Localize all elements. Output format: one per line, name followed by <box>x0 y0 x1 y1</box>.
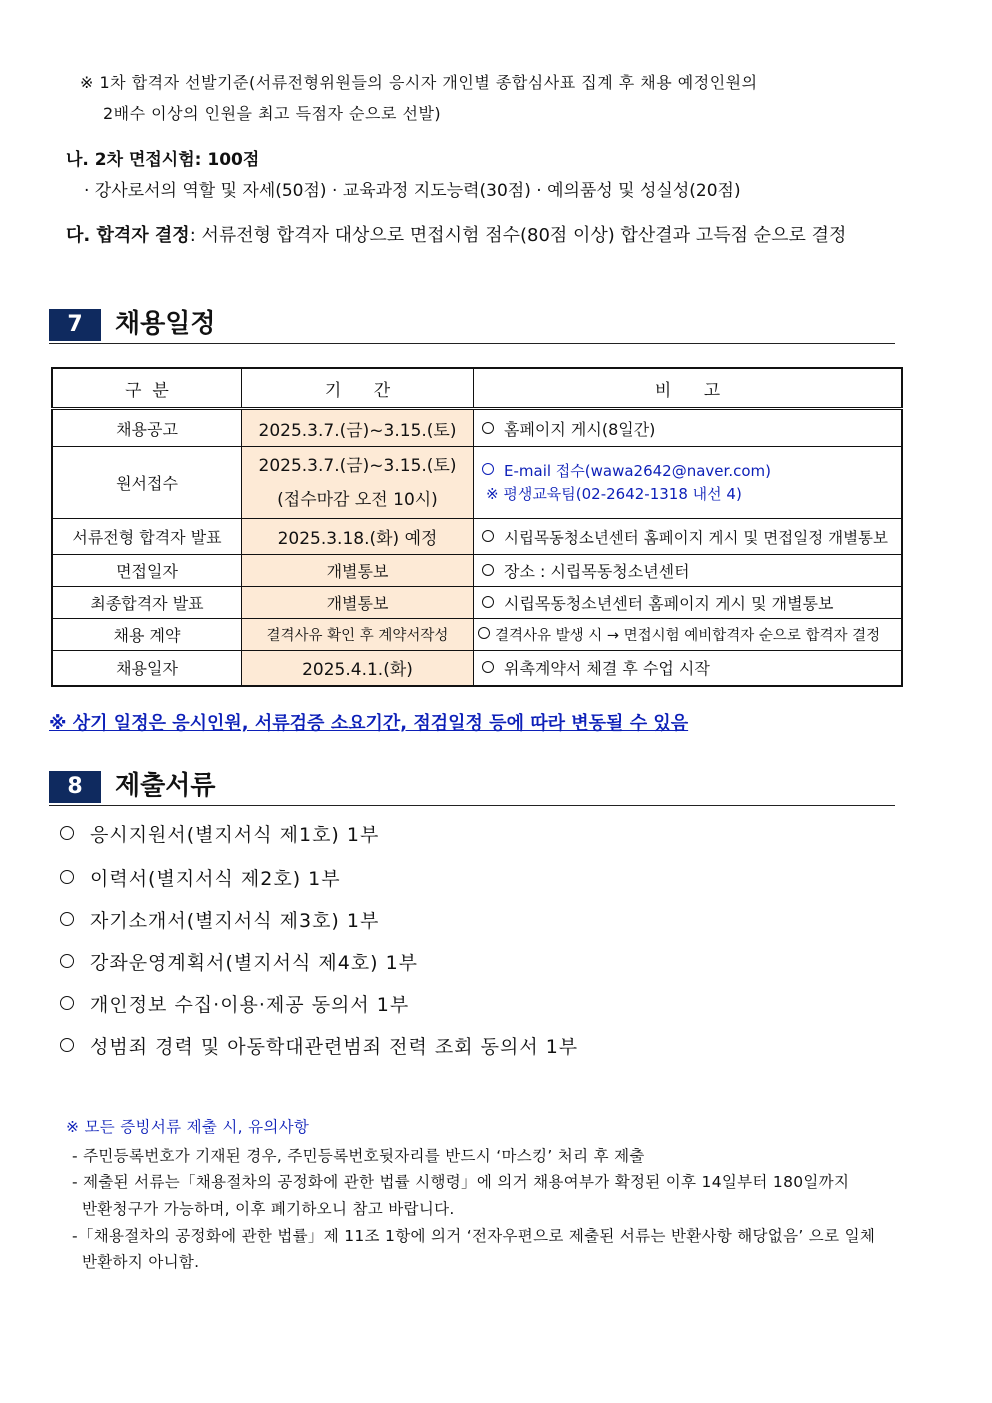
circle-bullet-icon <box>482 422 494 434</box>
row-period: 2025.3.18.(화) 예정 <box>242 519 474 555</box>
circle-bullet-icon <box>60 870 74 884</box>
caution-title: ※ 모든 증빙서류 제출 시, 유의사항 <box>66 1118 310 1136</box>
caution-line-2b: 반환청구가 가능하며, 이후 폐기하오니 참고 바랍니다. <box>82 1200 455 1218</box>
row-note <box>474 587 903 619</box>
row-note-contact: ※ 평생교육팀(02-2642-1318 내선 4) <box>486 484 742 503</box>
circle-bullet-icon <box>60 996 74 1010</box>
document-item-text: 이력서(별지서식 제2호) 1부 <box>90 868 341 890</box>
section-8-header <box>49 771 895 806</box>
row-note-text: 홈페이지 게시(8일간) <box>504 419 656 439</box>
header-remarks: 비 고 <box>474 368 903 409</box>
final-decision-label: 다. 합격자 결정 <box>66 225 190 246</box>
row-period-line2: (접수마감 오전 10시) <box>277 489 438 510</box>
row-note-text: 시립목동청소년센터 홈페이지 게시 및 면접일정 개별통보 <box>504 528 888 547</box>
list-item <box>60 990 409 1017</box>
table-row <box>52 619 902 651</box>
document-item-text: 성범죄 경력 및 아동학대관련범죄 전력 조회 동의서 1부 <box>90 1036 579 1058</box>
circle-bullet-icon <box>60 826 74 840</box>
row-note <box>474 519 903 555</box>
row-label: 채용일자 <box>52 651 242 686</box>
table-row <box>52 519 902 555</box>
list-item <box>60 1032 578 1059</box>
row-label: 최종합격자 발표 <box>52 587 242 619</box>
schedule-table <box>51 367 903 687</box>
table-row <box>52 409 902 447</box>
row-label: 서류전형 합격자 발표 <box>52 519 242 555</box>
document-item-text: 개인정보 수집·이용·제공 동의서 1부 <box>90 994 410 1016</box>
document-item-text: 강좌운영계획서(별지서식 제4호) 1부 <box>90 952 419 974</box>
table-row <box>52 555 902 587</box>
circle-bullet-icon <box>482 596 494 608</box>
caution-line-1: - 주민등록번호가 기재된 경우, 주민등록번호뒷자리를 반드시 ‘마스킹’ 처리 후 제출 <box>72 1147 645 1165</box>
circle-bullet-icon <box>478 627 490 639</box>
caution-line-3b: 반환하지 아니함. <box>82 1253 200 1271</box>
row-note-text: 결격사유 발생 시 → 면접시험 예비합격자 순으로 합격자 결정 <box>495 628 881 644</box>
row-note-email: E-mail 접수(wawa2642@naver.com) <box>504 461 771 480</box>
section-7-title: 채용일정 <box>115 309 216 339</box>
row-note-text: 시립목동청소년센터 홈페이지 게시 및 개별통보 <box>504 594 834 613</box>
section-7-number: 7 <box>49 309 101 341</box>
interview-exam-title: 나. 2차 면접시험: 100점 <box>66 150 260 170</box>
header-category: 구 분 <box>52 368 242 409</box>
list-item <box>60 906 379 933</box>
row-period: 2025.4.1.(화) <box>242 651 474 686</box>
row-period-line1: 2025.3.7.(금)~3.15.(토) <box>258 455 457 476</box>
interview-exam-detail: · 강사로서의 역할 및 자세(50점) · 교육과정 지도능력(30점) · 예의품성 및 성실성(20점) <box>84 181 741 201</box>
document-item-text: 응시지원서(별지서식 제1호) 1부 <box>90 824 380 846</box>
row-label: 원서접수 <box>52 447 242 519</box>
row-note <box>474 619 903 651</box>
section-7-header <box>49 309 895 344</box>
row-period: 개별통보 <box>242 555 474 587</box>
list-item <box>60 948 418 975</box>
row-note-text: 위촉계약서 체결 후 수업 시작 <box>504 659 710 679</box>
schedule-change-notice: ※ 상기 일정은 응시인원, 서류검증 소요기간, 점검일정 등에 따라 변동될 수 있음 <box>49 713 689 734</box>
final-decision-line <box>66 221 846 247</box>
table-row <box>52 447 902 519</box>
row-note <box>474 555 903 587</box>
document-item-text: 자기소개서(별지서식 제3호) 1부 <box>90 910 380 932</box>
table-row <box>52 651 902 686</box>
circle-bullet-icon <box>482 530 494 542</box>
row-period: 결격사유 확인 후 계약서작성 <box>242 619 474 651</box>
selection-criteria-note-line1: ※ 1차 합격자 선발기준(서류전형위원들의 응시자 개인별 종합심사표 집계 후 채용 예정인원의 <box>80 73 758 92</box>
final-decision-text: : 서류전형 합격자 대상으로 면접시험 점수(80점 이상) 합산결과 고득점 순으로 결정 <box>189 225 847 246</box>
section-8-number: 8 <box>49 771 101 803</box>
circle-bullet-icon <box>482 463 494 475</box>
row-label: 채용 계약 <box>52 619 242 651</box>
row-period <box>242 447 474 519</box>
row-note <box>474 651 903 686</box>
caution-line-3a: -「채용절차의 공정화에 관한 법률」제 11조 1항에 의거 ‘전자우편으로 제출된 서류는 반환사항 해당없음’ 으로 일체 <box>72 1227 876 1245</box>
circle-bullet-icon <box>482 564 494 576</box>
list-item <box>60 820 379 847</box>
header-period: 기 간 <box>242 368 474 409</box>
table-row <box>52 587 902 619</box>
row-period: 개별통보 <box>242 587 474 619</box>
selection-criteria-note-line2: 2배수 이상의 인원을 최고 득점자 순으로 선발) <box>103 104 442 123</box>
table-header-row <box>52 368 902 409</box>
row-label: 채용공고 <box>52 409 242 447</box>
row-label: 면접일자 <box>52 555 242 587</box>
row-note <box>474 409 903 447</box>
row-note <box>474 447 903 519</box>
list-item <box>60 864 341 891</box>
circle-bullet-icon <box>482 661 494 673</box>
row-period: 2025.3.7.(금)~3.15.(토) <box>242 409 474 447</box>
circle-bullet-icon <box>60 912 74 926</box>
circle-bullet-icon <box>60 1038 74 1052</box>
caution-line-2a: - 제출된 서류는「채용절차의 공정화에 관한 법률 시행령」에 의거 채용여부가 확정된 이후 14일부터 180일까지 <box>72 1173 850 1191</box>
section-8-title: 제출서류 <box>115 771 216 801</box>
circle-bullet-icon <box>60 954 74 968</box>
row-note-text: 장소 : 시립목동청소년센터 <box>504 562 690 581</box>
